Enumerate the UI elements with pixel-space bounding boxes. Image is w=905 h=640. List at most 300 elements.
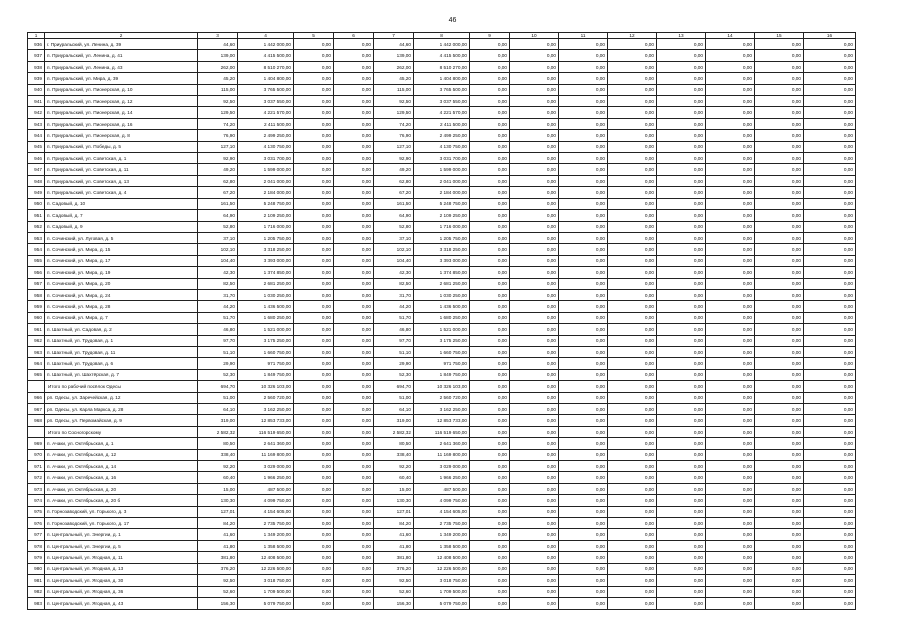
- value-cell: 0,00: [755, 61, 804, 72]
- value-cell: 0,00: [608, 84, 657, 95]
- value-cell: 0,00: [470, 267, 510, 278]
- address-cell: рп. Одесы, ул. Карла Маркса, д. 28: [45, 404, 198, 415]
- value-cell: 0,00: [294, 506, 334, 517]
- value-cell: 0,00: [608, 278, 657, 289]
- value-cell: 0,00: [755, 141, 804, 152]
- value-cell: 1 436 500,00: [414, 301, 470, 312]
- value-cell: 0,00: [657, 540, 706, 551]
- value-cell: 1 599 000,00: [238, 164, 294, 175]
- value-cell: 0,00: [657, 278, 706, 289]
- value-cell: 3 175 250,00: [238, 335, 294, 346]
- value-cell: 0,00: [559, 506, 608, 517]
- row-number-cell: 958: [28, 289, 45, 300]
- address-cell: п. Центральный, ул. Энергии, д. 1: [45, 529, 198, 540]
- value-cell: 97,70: [198, 335, 238, 346]
- value-cell: 0,00: [559, 301, 608, 312]
- value-cell: 0,00: [470, 426, 510, 437]
- address-cell: п. Приуральский, ул. Советская, д. 13: [45, 175, 198, 186]
- value-cell: 487 500,00: [238, 483, 294, 494]
- value-cell: 0,00: [294, 73, 334, 84]
- value-cell: 0,00: [657, 221, 706, 232]
- value-cell: 41,60: [198, 529, 238, 540]
- value-cell: 127,10: [198, 141, 238, 152]
- address-cell: п. Приуральский, ул. Советская, д. 4: [45, 187, 198, 198]
- value-cell: 0,00: [334, 518, 374, 529]
- value-cell: 0,00: [755, 130, 804, 141]
- value-cell: 0,00: [804, 369, 856, 380]
- table-body: [28, 39, 856, 610]
- value-cell: 0,00: [510, 438, 559, 449]
- value-cell: 0,00: [294, 221, 334, 232]
- value-cell: 139,00: [198, 50, 238, 61]
- value-cell: 0,00: [559, 153, 608, 164]
- address-cell: рп. Одесы, ул. Первомайская, д. 9: [45, 415, 198, 426]
- value-cell: 0,00: [334, 358, 374, 369]
- value-cell: 2 499 250,00: [238, 130, 294, 141]
- value-cell: 0,00: [510, 50, 559, 61]
- value-cell: 0,00: [559, 278, 608, 289]
- value-cell: 3 175 250,00: [414, 335, 470, 346]
- table-row: [28, 358, 856, 369]
- value-cell: 0,00: [334, 506, 374, 517]
- value-cell: 0,00: [657, 61, 706, 72]
- value-cell: 0,00: [510, 289, 559, 300]
- value-cell: 0,00: [804, 426, 856, 437]
- value-cell: 0,00: [755, 597, 804, 609]
- value-cell: 0,00: [559, 426, 608, 437]
- value-cell: 64,10: [374, 404, 414, 415]
- value-cell: 116 519 650,00: [414, 426, 470, 437]
- address-cell: п. Приуральский, ул. Ленина, д. 43: [45, 61, 198, 72]
- value-cell: 0,00: [334, 255, 374, 266]
- row-number-cell: 967: [28, 404, 45, 415]
- value-cell: 0,00: [657, 415, 706, 426]
- row-number-cell: 968: [28, 415, 45, 426]
- value-cell: 104,40: [374, 255, 414, 266]
- value-cell: 0,00: [608, 461, 657, 472]
- value-cell: 10 326 103,00: [238, 381, 294, 392]
- value-cell: 161,50: [374, 198, 414, 209]
- value-cell: 0,00: [294, 198, 334, 209]
- row-number-cell: 964: [28, 358, 45, 369]
- value-cell: 0,00: [804, 141, 856, 152]
- value-cell: 0,00: [706, 187, 755, 198]
- value-cell: 0,00: [706, 586, 755, 597]
- value-cell: 0,00: [657, 312, 706, 323]
- table-row: [28, 187, 856, 198]
- row-number-cell: 947: [28, 164, 45, 175]
- value-cell: 0,00: [470, 130, 510, 141]
- value-cell: 0,00: [706, 244, 755, 255]
- value-cell: 0,00: [657, 255, 706, 266]
- value-cell: 0,00: [755, 426, 804, 437]
- value-cell: 0,00: [608, 175, 657, 186]
- value-cell: 0,00: [657, 495, 706, 506]
- value-cell: 1 716 000,00: [414, 221, 470, 232]
- value-cell: 8 510 270,00: [238, 61, 294, 72]
- value-cell: 0,00: [294, 61, 334, 72]
- value-cell: 376,20: [198, 563, 238, 574]
- value-cell: 0,00: [608, 107, 657, 118]
- value-cell: 0,00: [559, 404, 608, 415]
- value-cell: 0,00: [657, 597, 706, 609]
- value-cell: 0,00: [608, 210, 657, 221]
- value-cell: 0,00: [559, 369, 608, 380]
- value-cell: 0,00: [294, 358, 334, 369]
- value-cell: 0,00: [657, 483, 706, 494]
- value-cell: 0,00: [755, 346, 804, 357]
- value-cell: 381,80: [198, 552, 238, 563]
- value-cell: 0,00: [294, 540, 334, 551]
- value-cell: 0,00: [470, 107, 510, 118]
- value-cell: 1 716 000,00: [238, 221, 294, 232]
- value-cell: 0,00: [608, 597, 657, 609]
- value-cell: 4 415 500,00: [414, 50, 470, 61]
- address-cell: п. Приуральский, ул. Пионерская, д. 8: [45, 130, 198, 141]
- value-cell: 42,30: [198, 267, 238, 278]
- value-cell: 0,00: [804, 255, 856, 266]
- value-cell: 0,00: [755, 301, 804, 312]
- value-cell: 60,40: [374, 472, 414, 483]
- value-cell: 4 099 750,00: [414, 495, 470, 506]
- value-cell: 52,80: [198, 221, 238, 232]
- value-cell: 0,00: [470, 335, 510, 346]
- value-cell: 52,80: [374, 221, 414, 232]
- value-cell: 0,00: [510, 255, 559, 266]
- value-cell: 12 853 733,00: [414, 415, 470, 426]
- value-cell: 2 641 360,00: [238, 438, 294, 449]
- row-number-cell: 975: [28, 506, 45, 517]
- value-cell: 102,10: [198, 244, 238, 255]
- value-cell: 0,00: [559, 267, 608, 278]
- table-row: [28, 335, 856, 346]
- value-cell: 0,00: [755, 232, 804, 243]
- value-cell: 0,00: [657, 461, 706, 472]
- value-cell: 0,00: [510, 221, 559, 232]
- row-number-cell: 953: [28, 232, 45, 243]
- value-cell: 129,50: [374, 107, 414, 118]
- value-cell: 45,20: [198, 73, 238, 84]
- value-cell: 0,00: [334, 187, 374, 198]
- address-cell: п. Сочинский, ул. Мира, д. 17: [45, 255, 198, 266]
- value-cell: 0,00: [608, 50, 657, 61]
- value-cell: 0,00: [294, 141, 334, 152]
- value-cell: 0,00: [804, 118, 856, 129]
- value-cell: 0,00: [510, 392, 559, 403]
- value-cell: 0,00: [510, 597, 559, 609]
- value-cell: 0,00: [294, 552, 334, 563]
- value-cell: 0,00: [559, 552, 608, 563]
- address-cell: п. Центральный, ул. Ягодная, д. 13: [45, 563, 198, 574]
- value-cell: 0,00: [559, 130, 608, 141]
- value-cell: 0,00: [510, 244, 559, 255]
- value-cell: 0,00: [804, 518, 856, 529]
- value-cell: 0,00: [706, 369, 755, 380]
- value-cell: 0,00: [608, 575, 657, 586]
- value-cell: 92,50: [374, 575, 414, 586]
- value-cell: 2 560 720,00: [238, 392, 294, 403]
- value-cell: 3 018 750,00: [414, 575, 470, 586]
- value-cell: 82,50: [198, 278, 238, 289]
- value-cell: 0,00: [608, 198, 657, 209]
- value-cell: 0,00: [804, 312, 856, 323]
- address-cell: п. Центральный, ул. Ягодная, д. 43: [45, 597, 198, 609]
- value-cell: 0,00: [706, 39, 755, 50]
- value-cell: 0,00: [294, 232, 334, 243]
- value-cell: 80,50: [198, 438, 238, 449]
- value-cell: 0,00: [657, 575, 706, 586]
- value-cell: 41,60: [374, 529, 414, 540]
- table-row: [28, 118, 856, 129]
- value-cell: 0,00: [755, 267, 804, 278]
- value-cell: 0,00: [706, 449, 755, 460]
- value-cell: 0,00: [334, 540, 374, 551]
- value-cell: 139,00: [374, 50, 414, 61]
- value-cell: 0,00: [470, 39, 510, 50]
- address-cell: п. Сочинский, ул. Мира, д. 28: [45, 301, 198, 312]
- value-cell: 0,00: [559, 381, 608, 392]
- value-cell: 0,00: [657, 506, 706, 517]
- value-cell: 0,00: [706, 381, 755, 392]
- value-cell: 0,00: [470, 438, 510, 449]
- value-cell: 0,00: [657, 529, 706, 540]
- value-cell: 0,00: [510, 540, 559, 551]
- row-number-cell: 963: [28, 346, 45, 357]
- value-cell: 319,00: [374, 415, 414, 426]
- value-cell: 1 660 750,00: [238, 346, 294, 357]
- value-cell: 0,00: [804, 210, 856, 221]
- value-cell: 0,00: [657, 164, 706, 175]
- row-number-cell: 950: [28, 198, 45, 209]
- value-cell: 0,00: [755, 540, 804, 551]
- row-number-cell: 979: [28, 552, 45, 563]
- value-cell: 0,00: [470, 552, 510, 563]
- value-cell: 3 162 250,00: [414, 404, 470, 415]
- value-cell: 115,00: [198, 84, 238, 95]
- header-cell: 16: [804, 33, 856, 39]
- value-cell: 2 582,32: [374, 426, 414, 437]
- address-cell: п. Шахтный, ул. Трудовая, д. 1: [45, 335, 198, 346]
- value-cell: 0,00: [804, 232, 856, 243]
- table-row: [28, 415, 856, 426]
- value-cell: 0,00: [755, 563, 804, 574]
- address-cell: п. Центральный, ул. Ягодная, д. 36: [45, 586, 198, 597]
- value-cell: 0,00: [294, 415, 334, 426]
- value-cell: 1 349 200,00: [414, 529, 470, 540]
- value-cell: 0,00: [334, 563, 374, 574]
- value-cell: 2 109 250,00: [414, 210, 470, 221]
- value-cell: 0,00: [608, 404, 657, 415]
- value-cell: 0,00: [294, 449, 334, 460]
- value-cell: 0,00: [470, 278, 510, 289]
- value-cell: 0,00: [706, 175, 755, 186]
- table-row: [28, 506, 856, 517]
- value-cell: 0,00: [657, 301, 706, 312]
- value-cell: 0,00: [608, 301, 657, 312]
- value-cell: 0,00: [470, 597, 510, 609]
- value-cell: 0,00: [657, 232, 706, 243]
- value-cell: 0,00: [334, 175, 374, 186]
- value-cell: 0,00: [755, 255, 804, 266]
- value-cell: 0,00: [510, 369, 559, 380]
- value-cell: 62,80: [374, 175, 414, 186]
- value-cell: 0,00: [657, 153, 706, 164]
- value-cell: 971 750,00: [238, 358, 294, 369]
- value-cell: 0,00: [608, 449, 657, 460]
- value-cell: 44,60: [198, 39, 238, 50]
- value-cell: 0,00: [755, 575, 804, 586]
- value-cell: 0,00: [804, 278, 856, 289]
- value-cell: 0,00: [608, 415, 657, 426]
- value-cell: 12 226 500,00: [238, 563, 294, 574]
- value-cell: 4 415 500,00: [238, 50, 294, 61]
- value-cell: 0,00: [559, 175, 608, 186]
- value-cell: 2 184 000,00: [414, 187, 470, 198]
- value-cell: 0,00: [294, 289, 334, 300]
- value-cell: 0,00: [608, 255, 657, 266]
- value-cell: 0,00: [559, 575, 608, 586]
- value-cell: 0,00: [510, 61, 559, 72]
- value-cell: 0,00: [294, 518, 334, 529]
- value-cell: 0,00: [706, 118, 755, 129]
- header-cell: 12: [608, 33, 657, 39]
- value-cell: 0,00: [510, 312, 559, 323]
- value-cell: 0,00: [755, 392, 804, 403]
- value-cell: 0,00: [294, 346, 334, 357]
- address-cell: п. Приуральский, ул. Мира, д. 39: [45, 73, 198, 84]
- value-cell: 0,00: [334, 586, 374, 597]
- table-row: [28, 198, 856, 209]
- row-number-cell: 977: [28, 529, 45, 540]
- value-cell: 0,00: [804, 529, 856, 540]
- value-cell: 0,00: [510, 381, 559, 392]
- value-cell: 0,00: [804, 198, 856, 209]
- value-cell: 0,00: [706, 221, 755, 232]
- table-row: [28, 518, 856, 529]
- value-cell: 0,00: [608, 426, 657, 437]
- value-cell: 3 031 700,00: [238, 153, 294, 164]
- address-cell: п. Ачаки, ул. Октябрьская, д. 20 б: [45, 495, 198, 506]
- address-cell: п. Приуральский, ул. Пионерская, д. 16: [45, 118, 198, 129]
- value-cell: 0,00: [657, 324, 706, 335]
- value-cell: 0,00: [559, 438, 608, 449]
- value-cell: 0,00: [559, 73, 608, 84]
- value-cell: 156,30: [198, 597, 238, 609]
- row-number-cell: 982: [28, 586, 45, 597]
- table-row: [28, 153, 856, 164]
- value-cell: 0,00: [755, 118, 804, 129]
- value-cell: 11 169 800,00: [238, 449, 294, 460]
- table-row: [28, 540, 856, 551]
- value-cell: 0,00: [559, 540, 608, 551]
- value-cell: 4 221 570,00: [414, 107, 470, 118]
- value-cell: 29,90: [374, 358, 414, 369]
- value-cell: 31,70: [374, 289, 414, 300]
- value-cell: 0,00: [755, 358, 804, 369]
- value-cell: 0,00: [657, 346, 706, 357]
- value-cell: 0,00: [755, 153, 804, 164]
- value-cell: 0,00: [755, 221, 804, 232]
- value-cell: 0,00: [608, 96, 657, 107]
- value-cell: 52,60: [374, 586, 414, 597]
- value-cell: 0,00: [755, 438, 804, 449]
- value-cell: 0,00: [559, 472, 608, 483]
- value-cell: 0,00: [470, 244, 510, 255]
- value-cell: 0,00: [510, 153, 559, 164]
- value-cell: 0,00: [470, 506, 510, 517]
- value-cell: 0,00: [334, 461, 374, 472]
- value-cell: 0,00: [804, 346, 856, 357]
- value-cell: 0,00: [608, 61, 657, 72]
- value-cell: 0,00: [470, 187, 510, 198]
- value-cell: 0,00: [470, 358, 510, 369]
- value-cell: 0,00: [804, 472, 856, 483]
- value-cell: 0,00: [334, 483, 374, 494]
- value-cell: 0,00: [334, 404, 374, 415]
- value-cell: 0,00: [706, 130, 755, 141]
- address-cell: п. Ачаки, ул. Октябрьская, д. 20: [45, 483, 198, 494]
- subtotal-row: [28, 426, 856, 437]
- value-cell: 127,01: [198, 506, 238, 517]
- value-cell: 0,00: [804, 107, 856, 118]
- value-cell: 0,00: [755, 404, 804, 415]
- value-cell: 0,00: [657, 141, 706, 152]
- address-cell: Итого по Сосногорскому: [45, 426, 198, 437]
- value-cell: 0,00: [706, 495, 755, 506]
- value-cell: 102,10: [374, 244, 414, 255]
- value-cell: 0,00: [559, 461, 608, 472]
- value-cell: 3 029 000,00: [238, 461, 294, 472]
- value-cell: 0,00: [657, 267, 706, 278]
- value-cell: 76,90: [198, 130, 238, 141]
- value-cell: 0,00: [559, 358, 608, 369]
- value-cell: 46,80: [374, 324, 414, 335]
- value-cell: 0,00: [510, 130, 559, 141]
- value-cell: 0,00: [755, 187, 804, 198]
- value-cell: 0,00: [334, 449, 374, 460]
- table-row: [28, 449, 856, 460]
- value-cell: 0,00: [470, 518, 510, 529]
- value-cell: 0,00: [608, 358, 657, 369]
- value-cell: 0,00: [608, 518, 657, 529]
- row-number-cell: 971: [28, 461, 45, 472]
- value-cell: 0,00: [559, 164, 608, 175]
- value-cell: 0,00: [804, 461, 856, 472]
- value-cell: 0,00: [510, 506, 559, 517]
- value-cell: 0,00: [657, 130, 706, 141]
- value-cell: 64,90: [198, 210, 238, 221]
- value-cell: 84,20: [198, 518, 238, 529]
- row-number-cell: 936: [28, 39, 45, 50]
- table-row: [28, 175, 856, 186]
- value-cell: 51,00: [198, 392, 238, 403]
- value-cell: 12 853 733,00: [238, 415, 294, 426]
- value-cell: 0,00: [510, 107, 559, 118]
- value-cell: 2 560 720,00: [414, 392, 470, 403]
- value-cell: 0,00: [706, 278, 755, 289]
- value-cell: 0,00: [657, 39, 706, 50]
- value-cell: 4 130 750,00: [414, 141, 470, 152]
- address-cell: п. Сочинский, ул. Луговая, д. 5: [45, 232, 198, 243]
- address-cell: п. Садовый, д. 10: [45, 198, 198, 209]
- value-cell: 0,00: [470, 346, 510, 357]
- value-cell: 67,20: [374, 187, 414, 198]
- value-cell: 0,00: [559, 563, 608, 574]
- value-cell: 0,00: [755, 461, 804, 472]
- value-cell: 0,00: [334, 529, 374, 540]
- address-cell: п. Центральный, ул. Ягодная, д. 11: [45, 552, 198, 563]
- table-row: [28, 472, 856, 483]
